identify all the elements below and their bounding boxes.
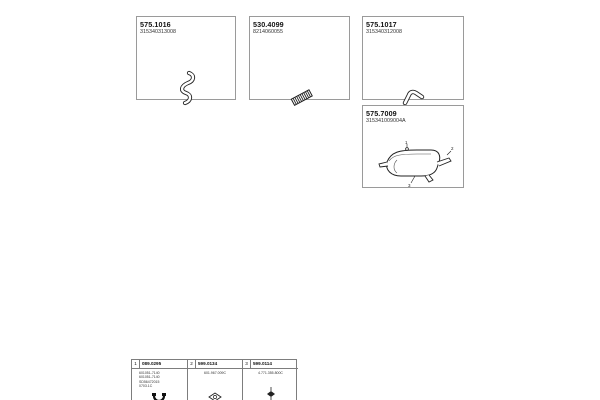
accessory-index: 1 [132,360,140,368]
accessory-ref: 0703.1C [139,384,153,389]
part-number: 575.7009 [366,109,397,118]
accessory-part-number: 599.0114 [253,361,272,366]
accessory-refs [139,371,160,389]
accessory-index: 3 [243,360,251,368]
accessory-ref: 601.967.009C [204,371,226,375]
part-card-575-7009[interactable] [362,105,464,188]
accessory-header [243,360,298,369]
callout-2: 2 [451,146,454,151]
accessory-header [188,360,242,369]
bent-pipe-icon [401,87,425,107]
gasket-icon [208,389,222,400]
part-card-530-4099[interactable] [249,16,350,100]
part-code: 8214060055 [253,29,283,35]
accessory-refs [188,371,242,375]
muffler-icon [377,140,455,188]
part-number: 530.4099 [253,20,284,29]
part-code: 315340312008 [366,29,402,35]
accessory-ref: 601051-7140 [139,371,160,375]
part-code: 315340313008 [140,29,176,35]
accessory-index: 2 [188,360,196,368]
callout-3: 3 [408,183,411,188]
accessory-ref: SD56472015 [139,379,160,384]
part-number: 575.1016 [140,20,171,29]
part-code: 315341009004A [366,118,406,124]
curved-pipe-icon [175,69,201,109]
accessory-cell-1[interactable] [132,360,187,400]
callout-1: 1 [405,140,408,145]
accessory-header [132,360,187,369]
part-card-575-1017[interactable] [362,16,464,100]
part-card-575-1016[interactable] [136,16,236,100]
accessory-part-number: 599.0134 [198,361,218,366]
accessory-ref: 4.771.355.800C [258,371,283,375]
accessory-ref: 601051-7140 [139,375,160,380]
part-number: 575.1017 [366,20,397,29]
accessory-parts-strip [131,359,297,400]
accessory-refs [243,371,298,375]
accessory-part-number: 089.0295 [142,361,162,366]
accessory-cell-3[interactable] [242,360,298,400]
rubber-mount-icon [266,387,276,400]
accessory-cell-2[interactable] [187,360,242,400]
clamp-icon [151,389,167,400]
flex-pipe-icon [289,87,315,109]
